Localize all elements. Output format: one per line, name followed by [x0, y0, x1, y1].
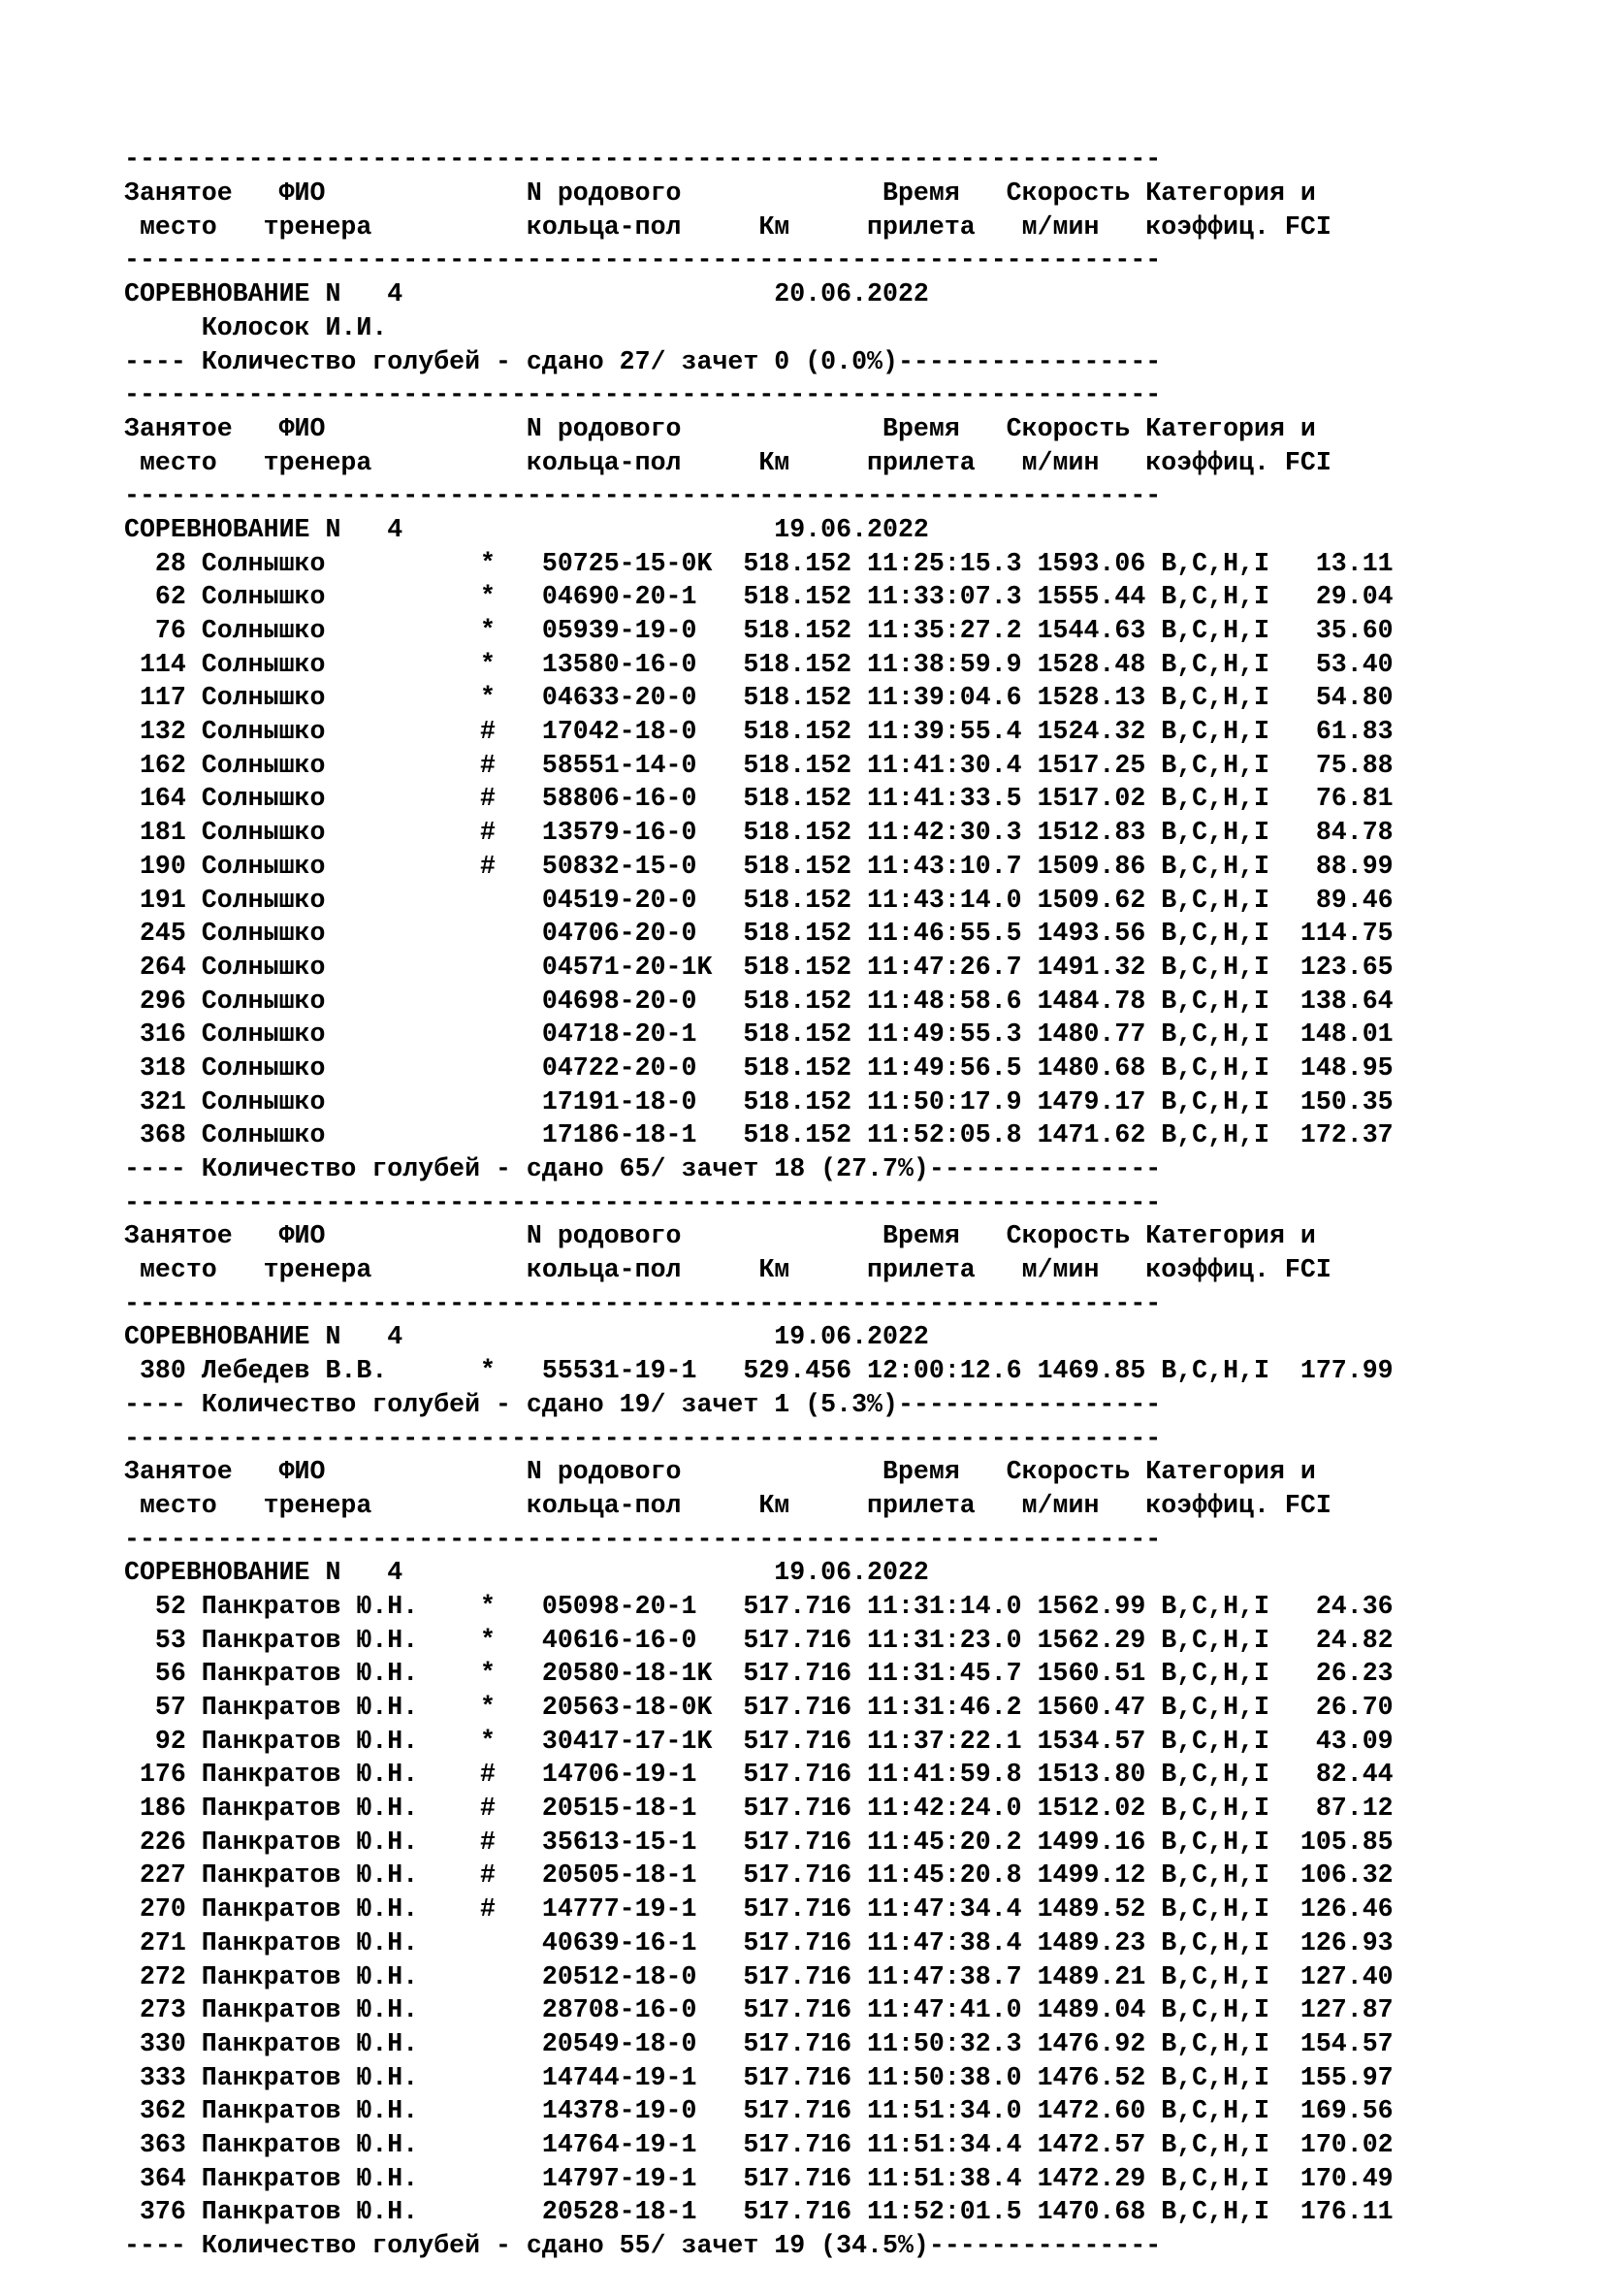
result-row: 368 Солнышко 17186-18-1 518.152 11:52:05.8 1471.62 B,C,H,I 172.37	[124, 1120, 1394, 1150]
result-row: 271 Панкратов Ю.Н. 40639-16-1 517.716 11:47:38.4 1489.23 B,C,H,I 126.93	[124, 1927, 1394, 1957]
result-row: 376 Панкратов Ю.Н. 20528-18-1 517.716 11:52:01.5 1470.68 B,C,H,I 176.11	[124, 2197, 1394, 2227]
result-row: 245 Солнышко 04706-20-0 518.152 11:46:55.5 1493.56 B,C,H,I 114.75	[124, 919, 1394, 949]
result-row: 226 Панкратов Ю.Н. # 35613-15-1 517.716 11:45:20.2 1499.16 B,C,H,I 105.85	[124, 1827, 1394, 1857]
result-row: 321 Солнышко 17191-18-0 518.152 11:50:17.9 1479.17 B,C,H,I 150.35	[124, 1086, 1394, 1116]
result-row: 92 Панкратов Ю.Н. * 30417-17-1K 517.716 11:37:22.1 1534.57 B,C,H,I 43.09	[124, 1726, 1394, 1756]
result-row: 186 Панкратов Ю.Н. # 20515-18-1 517.716 11:42:24.0 1512.02 B,C,H,I 87.12	[124, 1794, 1394, 1824]
result-row: 191 Солнышко 04519-20-0 518.152 11:43:14.0 1509.62 B,C,H,I 89.46	[124, 885, 1394, 915]
result-row: 363 Панкратов Ю.Н. 14764-19-1 517.716 11:51:34.4 1472.57 B,C,H,I 170.02	[124, 2129, 1394, 2159]
section-summary: ---- Количество голубей - сдано 19/ зачет 1 (5.3%)-----------------	[124, 1389, 1162, 1419]
separator-line: -------------------------------------------------------------------	[124, 1187, 1162, 1217]
result-row: 114 Солнышко * 13580-16-0 518.152 11:38:59.9 1528.48 B,C,H,I 53.40	[124, 649, 1394, 679]
separator-line: -------------------------------------------------------------------	[124, 380, 1162, 410]
separator-line: -------------------------------------------------------------------	[124, 1288, 1162, 1318]
result-row: 52 Панкратов Ю.Н. * 05098-20-1 517.716 11:31:14.0 1562.99 B,C,H,I 24.36	[124, 1591, 1394, 1621]
result-row: 364 Панкратов Ю.Н. 14797-19-1 517.716 11:51:38.4 1472.29 B,C,H,I 170.49	[124, 2163, 1394, 2193]
competition-title: СОРЕВНОВАНИЕ N 4 19.06.2022	[124, 1322, 929, 1352]
result-row: 117 Солнышко * 04633-20-0 518.152 11:39:04.6 1528.13 B,C,H,I 54.80	[124, 683, 1394, 713]
competition-section	[124, 143, 1394, 378]
result-row: 380 Лебедев В.В. * 55531-19-1 529.456 12:00:12.6 1469.85 B,C,H,I 177.99	[124, 1356, 1394, 1386]
column-header-line2: место тренера кольца-пол Км прилета м/мин коэффиц. FCI	[124, 447, 1331, 477]
result-row: 227 Панкратов Ю.Н. # 20505-18-1 517.716 11:45:20.8 1499.12 B,C,H,I 106.32	[124, 1860, 1394, 1891]
separator-line: -------------------------------------------------------------------	[124, 481, 1162, 511]
result-row: 56 Панкратов Ю.Н. * 20580-18-1K 517.716 11:31:45.7 1560.51 B,C,H,I 26.23	[124, 1659, 1394, 1689]
column-header-line2: место тренера кольца-пол Км прилета м/мин коэффиц. FCI	[124, 1490, 1331, 1520]
result-row: 53 Панкратов Ю.Н. * 40616-16-0 517.716 11:31:23.0 1562.29 B,C,H,I 24.82	[124, 1625, 1394, 1655]
result-row: 316 Солнышко 04718-20-1 518.152 11:49:55.3 1480.77 B,C,H,I 148.01	[124, 1019, 1394, 1050]
column-header-line1: Занятое ФИО N родового Время Скорость Категория и	[124, 178, 1316, 209]
results-document	[124, 76, 1394, 2296]
separator-line: -------------------------------------------------------------------	[124, 245, 1162, 275]
column-header-line1: Занятое ФИО N родового Время Скорость Категория и	[124, 1457, 1316, 1487]
result-row: 28 Солнышко * 50725-15-0K 518.152 11:25:15.3 1593.06 B,C,H,I 13.11	[124, 548, 1394, 578]
result-row: 270 Панкратов Ю.Н. # 14777-19-1 517.716 11:47:34.4 1489.52 B,C,H,I 126.46	[124, 1894, 1394, 1924]
separator-line: -------------------------------------------------------------------	[124, 1524, 1162, 1554]
result-row: 318 Солнышко 04722-20-0 518.152 11:49:56.5 1480.68 B,C,H,I 148.95	[124, 1052, 1394, 1083]
column-header-line1: Занятое ФИО N родового Время Скорость Категория и	[124, 413, 1316, 443]
result-row: 264 Солнышко 04571-20-1K 518.152 11:47:26.7 1491.32 B,C,H,I 123.65	[124, 952, 1394, 982]
result-row: 76 Солнышко * 05939-19-0 518.152 11:35:27.2 1544.63 B,C,H,I 35.60	[124, 616, 1394, 646]
result-row: 57 Панкратов Ю.Н. * 20563-18-0K 517.716 11:31:46.2 1560.47 B,C,H,I 26.70	[124, 1693, 1394, 1723]
result-row: 330 Панкратов Ю.Н. 20549-18-0 517.716 11:50:32.3 1476.92 B,C,H,I 154.57	[124, 2028, 1394, 2058]
section-summary: ---- Количество голубей - сдано 27/ зачет 0 (0.0%)-----------------	[124, 346, 1162, 376]
column-header-line2: место тренера кольца-пол Км прилета м/мин коэффиц. FCI	[124, 1255, 1331, 1285]
result-row: 181 Солнышко # 13579-16-0 518.152 11:42:30.3 1512.83 B,C,H,I 84.78	[124, 818, 1394, 848]
result-row: 132 Солнышко # 17042-18-0 518.152 11:39:55.4 1524.32 B,C,H,I 61.83	[124, 717, 1394, 747]
result-row: 296 Солнышко 04698-20-0 518.152 11:48:58.6 1484.78 B,C,H,I 138.64	[124, 986, 1394, 1016]
competition-title: СОРЕВНОВАНИЕ N 4 19.06.2022	[124, 1558, 929, 1588]
section-summary: ---- Количество голубей - сдано 65/ зачет 18 (27.7%)---------------	[124, 1154, 1162, 1184]
result-row: 190 Солнышко # 50832-15-0 518.152 11:43:10.7 1509.86 B,C,H,I 88.99	[124, 851, 1394, 881]
result-row: 164 Солнышко # 58806-16-0 518.152 11:41:33.5 1517.02 B,C,H,I 76.81	[124, 784, 1394, 814]
column-header-line2: место тренера кольца-пол Км прилета м/мин коэффиц. FCI	[124, 211, 1331, 242]
sections-container	[124, 143, 1394, 2262]
competition-section	[124, 378, 1394, 1186]
column-header-line1: Занятое ФИО N родового Время Скорость Категория и	[124, 1221, 1316, 1251]
competition-section	[124, 1186, 1394, 1422]
result-row: Колосок И.И.	[124, 312, 388, 342]
result-row: 362 Панкратов Ю.Н. 14378-19-0 517.716 11:51:34.0 1472.60 B,C,H,I 169.56	[124, 2096, 1394, 2126]
result-row: 176 Панкратов Ю.Н. # 14706-19-1 517.716 11:41:59.8 1513.80 B,C,H,I 82.44	[124, 1760, 1394, 1790]
competition-section	[124, 1422, 1394, 2263]
separator-line: -------------------------------------------------------------------	[124, 1423, 1162, 1453]
result-row: 162 Солнышко # 58551-14-0 518.152 11:41:30.4 1517.25 B,C,H,I 75.88	[124, 750, 1394, 780]
result-row: 273 Панкратов Ю.Н. 28708-16-0 517.716 11:47:41.0 1489.04 B,C,H,I 127.87	[124, 1995, 1394, 2025]
result-row: 272 Панкратов Ю.Н. 20512-18-0 517.716 11:47:38.7 1489.21 B,C,H,I 127.40	[124, 1961, 1394, 1991]
competition-title: СОРЕВНОВАНИЕ N 4 19.06.2022	[124, 514, 929, 544]
separator-line: -------------------------------------------------------------------	[124, 145, 1162, 175]
result-row: 333 Панкратов Ю.Н. 14744-19-1 517.716 11:50:38.0 1476.52 B,C,H,I 155.97	[124, 2062, 1394, 2092]
result-row: 62 Солнышко * 04690-20-1 518.152 11:33:07.3 1555.44 B,C,H,I 29.04	[124, 582, 1394, 612]
section-summary: ---- Количество голубей - сдано 55/ зачет 19 (34.5%)---------------	[124, 2231, 1162, 2261]
competition-title: СОРЕВНОВАНИЕ N 4 20.06.2022	[124, 279, 929, 309]
